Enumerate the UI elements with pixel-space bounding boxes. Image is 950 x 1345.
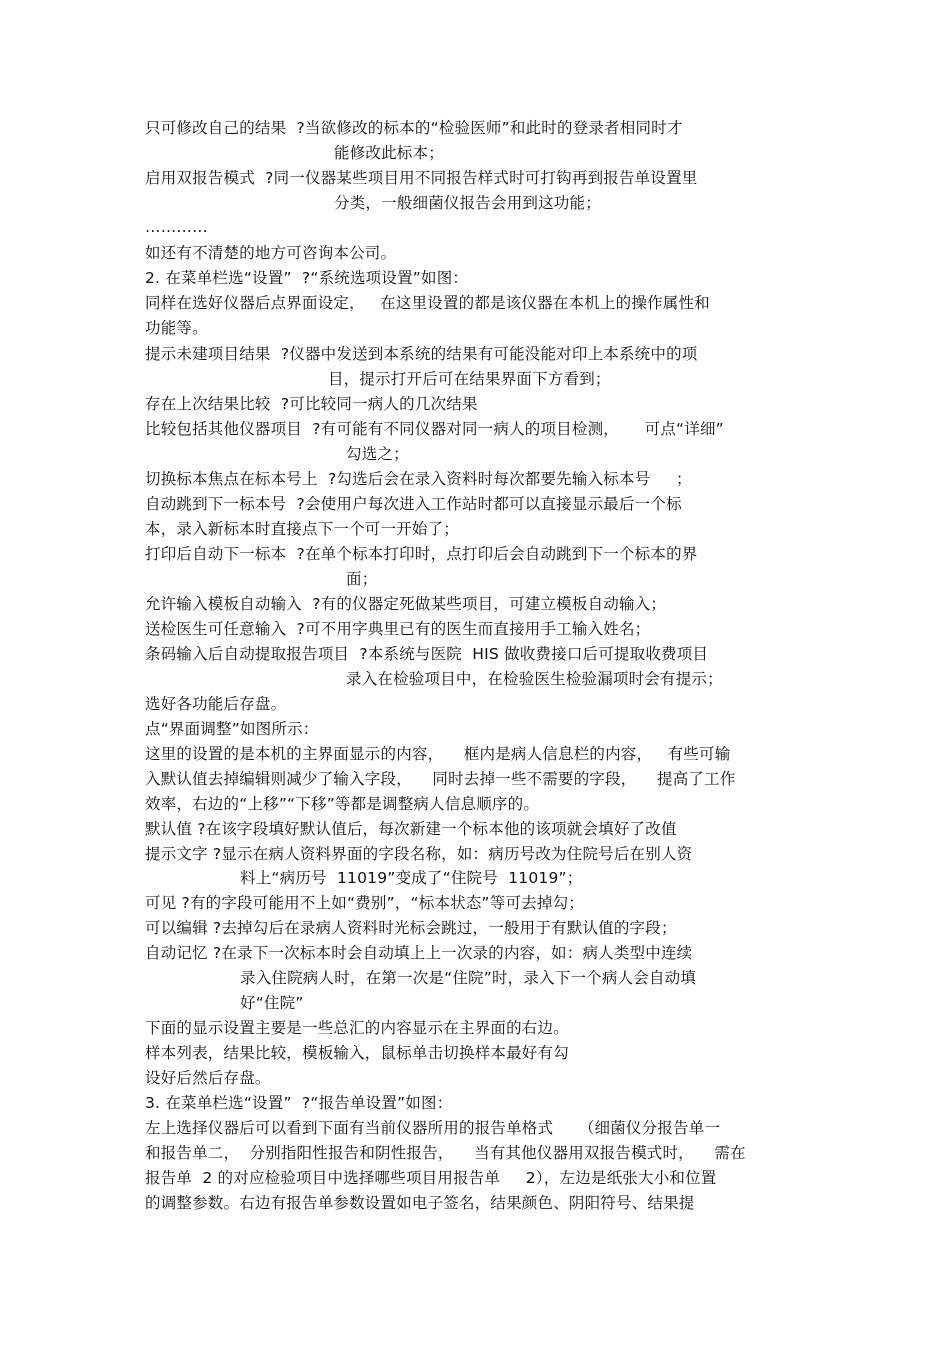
text-line: 效率，右边的“上移”“下移”等都是调整病人信息顺序的。 <box>145 795 540 813</box>
text-line: 如还有不清楚的地方可咨询本公司。 <box>145 244 397 262</box>
text-line: 目，提示打开后可在结果界面下方看到； <box>328 370 611 388</box>
text-line: 这里的设置的是本机的主界面显示的内容， 框内是病人信息栏的内容， 有些可输 <box>145 745 731 763</box>
text-line: 好“住院” <box>240 994 304 1012</box>
text-line: 分类，一般细菌仪报告会用到这功能； <box>334 194 601 212</box>
text-line: 允许输入模板自动输入 ?有的仪器定死做某些项目，可建立模板自动输入； <box>145 595 667 613</box>
text-line: 送检医生可任意输入 ?可不用字典里已有的医生而直接用手工输入姓名； <box>145 620 651 638</box>
text-line: 可以编辑 ?去掉勾后在录病人资料时光标会跳过，一般用于有默认值的字段； <box>145 919 677 937</box>
text-line: 本，录入新标本时直接点下一个可一开始了； <box>145 520 460 538</box>
text-line: 入默认值去掉编辑则减少了输入字段， 同时去掉一些不需要的字段， 提高了工作 <box>145 770 736 788</box>
text-line: 自动记忆 ?在录下一次标本时会自动填上上一次录的内容，如：病人类型中连续 <box>145 944 693 962</box>
text-line: 自动跳到下一标本号 ?会使用户每次进入工作站时都可以直接显示最后一个标 <box>145 495 682 513</box>
text-line: 录入在检验项目中，在检验医生检验漏项时会有提示； <box>346 670 723 688</box>
text-line: 启用双报告模式 ?同一仪器某些项目用不同报告样式时可打钩再到报告单设置里 <box>145 169 698 187</box>
section-heading: 3. 在菜单栏选“设置” ?“报告单设置”如图： <box>145 1094 453 1112</box>
text-line: 样本列表，结果比较，模板输入，鼠标单击切换样本最好有勾 <box>145 1044 569 1062</box>
text-line: 切换标本焦点在标本号上 ?勾选后会在录入资料时每次都要先输入标本号 ； <box>145 470 692 488</box>
text-line: 提示文字 ?显示在病人资料界面的字段名称，如：病历号改为住院号后在别人资 <box>145 845 693 863</box>
text-line: 功能等。 <box>145 319 208 337</box>
text-line: 能修改此标本； <box>334 144 444 162</box>
text-line: 条码输入后自动提取报告项目 ?本系统与医院 HIS 做收费接口后可提取收费项目 <box>145 645 709 663</box>
text-line: 的调整参数。右边有报告单参数设置如电子签名，结果颜色、阴阳符号、结果提 <box>145 1194 695 1212</box>
text-line: 报告单 2 的对应检验项目中选择哪些项目用报告单 2），左边是纸张大小和位置 <box>145 1169 717 1187</box>
text-line: 存在上次结果比较 ?可比较同一病人的几次结果 <box>145 395 478 413</box>
text-line: 可见 ?有的字段可能用不上如“费别”，“标本状态”等可去掉勾； <box>145 894 584 912</box>
text-line: ………… <box>145 218 208 236</box>
text-line: 勾选之； <box>346 445 409 463</box>
text-line: 提示未建项目结果 ?仪器中发送到本系统的结果有可能没能对印上本系统中的项 <box>145 345 698 363</box>
text-line: 左上选择仪器后可以看到下面有当前仪器所用的报告单格式 （细菌仪分报告单一 <box>145 1119 721 1137</box>
text-line: 和报告单二， 分别指阳性报告和阴性报告， 当有其他仪器用双报告模式时， 需在 <box>145 1144 746 1162</box>
text-line: 下面的显示设置主要是一些总汇的内容显示在主界面的右边。 <box>145 1019 569 1037</box>
section-heading: 2. 在菜单栏选“设置” ?“系统选项设置”如图： <box>145 269 469 287</box>
text-line: 默认值 ?在该字段填好默认值后，每次新建一个标本他的该项就会填好了改值 <box>145 820 677 838</box>
text-line: 录入住院病人时，在第一次是“住院”时，录入下一个病人会自动填 <box>240 969 697 987</box>
text-line: 选好各功能后存盘。 <box>145 695 287 713</box>
text-line: 点“界面调整”如图所示： <box>145 720 319 738</box>
text-line: 比较包括其他仪器项目 ?有可能有不同仪器对同一病人的项目检测， 可点“详细” <box>145 420 724 438</box>
text-line: 面； <box>346 570 378 588</box>
text-line: 设好后然后存盘。 <box>145 1069 271 1087</box>
text-line: 同样在选好仪器后点界面设定， 在这里设置的都是该仪器在本机上的操作属性和 <box>145 294 710 312</box>
text-line: 料上“病历号 11019”变成了“住院号 11019”； <box>240 869 583 887</box>
text-line: 只可修改自己的结果 ?当欲修改的标本的“检验医师”和此时的登录者相同时才 <box>145 119 683 137</box>
text-line: 打印后自动下一标本 ?在单个标本打印时，点打印后会自动跳到下一个标本的界 <box>145 545 698 563</box>
